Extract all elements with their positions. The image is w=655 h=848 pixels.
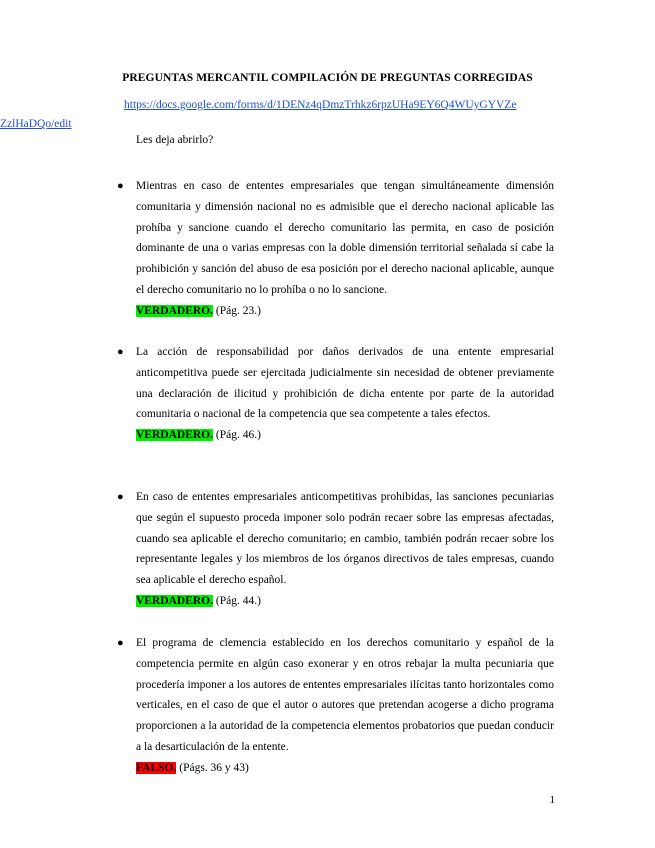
bullet-icon: ●: [117, 637, 124, 649]
answer-true-badge: VERDADERO.: [136, 594, 213, 607]
page-reference: (Págs. 36 y 43): [176, 761, 249, 774]
question-item: [117, 176, 554, 322]
bullet-icon: ●: [117, 180, 124, 192]
answer-true-badge: VERDADERO.: [136, 304, 213, 317]
page-reference: (Pág. 46.): [213, 429, 261, 442]
page-number: 1: [549, 794, 555, 806]
link-line-1[interactable]: https://docs.google.com/forms/d/1DENz4qDmzTrhkz6rpzUHa9EY6Q4WUyGYVZe: [124, 99, 517, 111]
question-text: La acción de responsabilidad por daños derivados de una entente empresarial anticompetitiva puede ser ejercitada judicialmente sin necesidad de obtener previamente una declaración de ilicitud y prohibición de dicha entente por parte de la autoridad comunitaria o nacional de la competencia que sea competente a tales efectos.: [136, 346, 554, 421]
document-title: PREGUNTAS MERCANTIL COMPILACIÓN DE PREGUNTAS CORREGIDAS: [122, 72, 533, 84]
page-reference: (Pág. 44.): [213, 594, 261, 607]
question-text: Mientras en caso de ententes empresariales que tengan simultáneamente dimensión comunitaria y dimensión nacional no es admisible que el derecho nacional aplicable las prohíba y sancione cuando el derecho comunitario las permita, en caso de posición dominante de una o varias empresas con la doble dimensión territorial señalada sí cabe la prohibición y sanción del abuso de esa posición por el derecho nacional aplicable, aunque el derecho comunitario no lo prohíba o no lo sancione.: [136, 180, 554, 296]
intro-text: Les deja abrirlo?: [136, 134, 214, 146]
answer-false-badge: FALSO.: [136, 761, 177, 774]
bullet-icon: ●: [117, 491, 124, 503]
google-forms-link[interactable]: [0, 96, 554, 134]
link-line-2[interactable]: ZzlHaDQo/edit: [0, 118, 72, 130]
page-reference: (Pág. 23.): [213, 304, 261, 317]
question-text: En caso de ententes empresariales anticompetitivas prohibidas, las sanciones pecuniarias que según el supuesto proceda imponer solo podrán recaer sobre las empresas afectadas, cuando sea aplicable el derecho comunitario; en cambio, también podrán recaer sobre los representante legales y los miembros de los órganos directivos de tales empresas, cuando sea aplicable el derecho español.: [136, 491, 554, 587]
bullet-icon: ●: [117, 346, 124, 358]
answer-line: [136, 591, 554, 612]
question-item: [117, 487, 554, 612]
question-item: [117, 342, 554, 446]
answer-line: [136, 301, 554, 322]
answer-line: [136, 425, 554, 446]
question-text: El programa de clemencia establecido en los derechos comunitario y español de la competencia permite en algún caso exonerar y en otros rebajar la multa pecuniaria que procedería imponer a los autores de ententes empresariales ilícitas tanto horizontales como verticales, en el caso de que el autor o autores que pretendan acogerse a dicho programa proporcionen a la autoridad de la competencia elementos probatorios que puedan conducir a la desarticulación de la entente.: [136, 637, 554, 753]
answer-true-badge: VERDADERO.: [136, 429, 213, 442]
question-item: [117, 633, 554, 779]
answer-line: [136, 758, 554, 779]
